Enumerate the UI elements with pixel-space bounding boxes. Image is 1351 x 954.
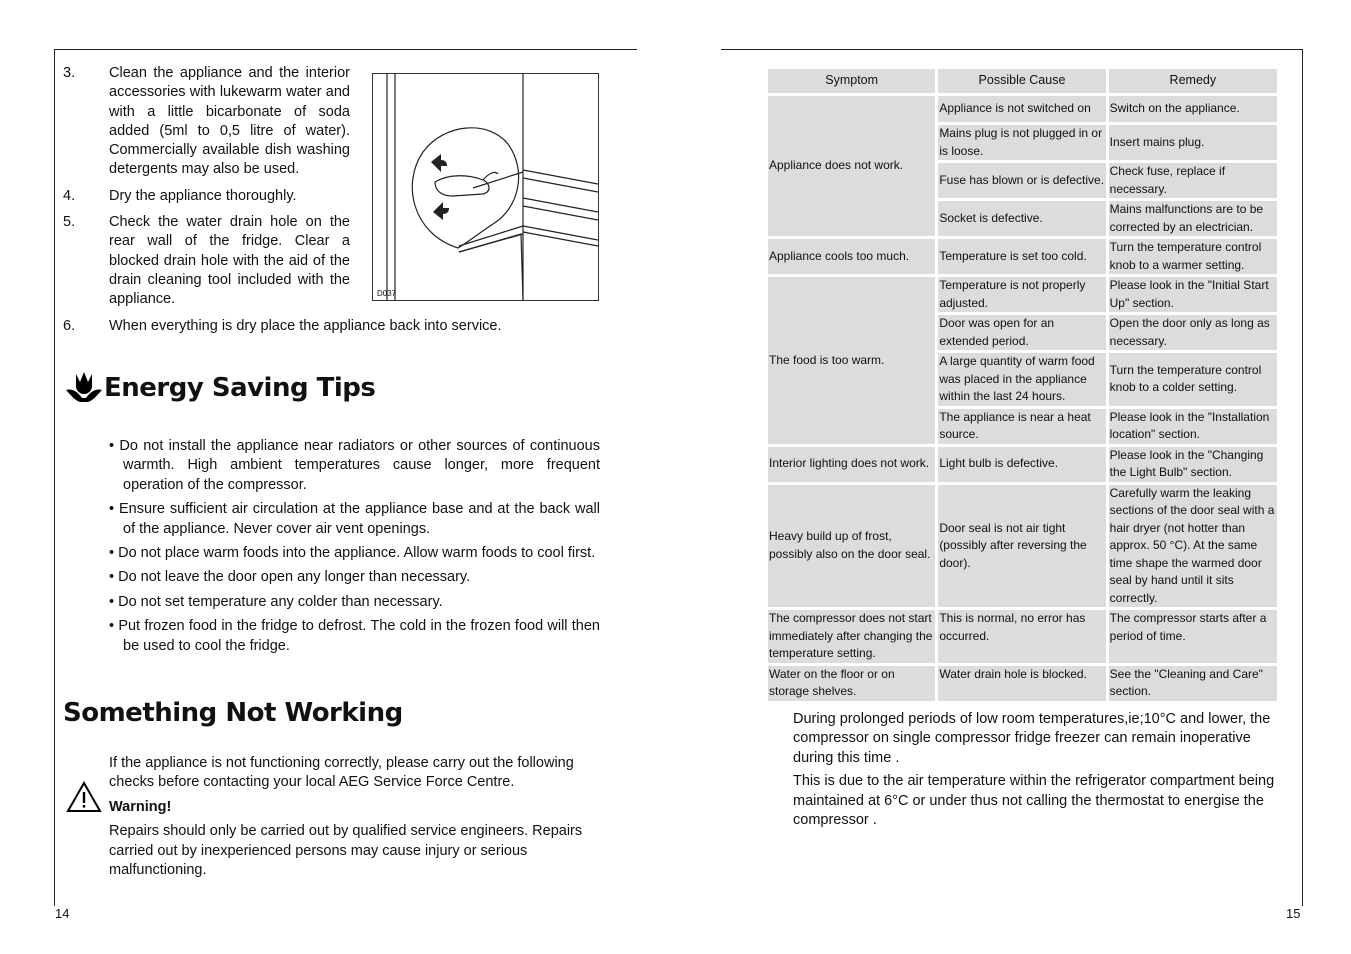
drain-cleaning-illustration (373, 74, 598, 300)
step-number: 6. (63, 317, 76, 334)
remedy-cell: See the "Cleaning and Care" section. (1109, 666, 1277, 701)
cause-cell: Appliance is not switched on (938, 96, 1105, 122)
tip-item: • Put frozen food in the fridge to defrost. The cold in the frozen food will then be used to cool the fridge. (109, 618, 600, 654)
cause-cell: Door seal is not air tight (possibly after reversing the door). (938, 485, 1105, 608)
symptom-cell: Water on the floor or on storage shelves. (768, 666, 935, 701)
tip-item: • Do not install the appliance near radiators or other sources of continuous warmth. High ambient temperatures cause longer, more frequent operation of the compressor. (109, 438, 600, 493)
troubleshooting-table (765, 66, 1280, 704)
right-page-side-rule (1302, 49, 1303, 906)
table-header-row (768, 69, 1277, 93)
cause-cell: Light bulb is defective. (938, 447, 1105, 482)
step-text: Dry the appliance thoroughly. (109, 187, 297, 204)
cause-cell: Temperature is set too cold. (938, 239, 1105, 274)
warning-triangle-icon (66, 781, 102, 813)
step-number: 5. (63, 214, 76, 231)
remedy-cell: Please look in the "Installation location" section. (1109, 409, 1277, 444)
tip-item: • Do not set temperature any colder than necessary. (109, 593, 443, 610)
symptom-cell: Appliance cools too much. (768, 239, 935, 274)
warning-label: Warning! (109, 798, 172, 815)
table-row (768, 96, 1277, 122)
remedy-cell: Mains malfunctions are to be corrected by an electrician. (1109, 201, 1277, 236)
table-row (768, 277, 1277, 312)
energy-tips-list (109, 437, 600, 661)
remedy-cell: Open the door only as long as necessary. (1109, 315, 1277, 350)
step-item (63, 317, 603, 336)
cause-cell: A large quantity of warm food was placed in the appliance within the last 24 hours. (938, 353, 1105, 406)
cause-cell: The appliance is near a heat source. (938, 409, 1105, 444)
table-row (768, 610, 1277, 663)
tip-item: • Do not leave the door open any longer than necessary. (109, 569, 471, 586)
symptom-cell: The food is too warm. (768, 277, 935, 444)
remedy-cell: Carefully warm the leaking sections of the door seal with a hair dryer (not hotter than approx. 50 °C). At the same time shape the warmed door seal by hand until it sits correctly. (1109, 485, 1277, 608)
low-temperature-note (793, 710, 1285, 834)
symptom-cell: The compressor does not start immediately after changing the temperature setting. (768, 610, 935, 663)
cause-cell: Door was open for an extended period. (938, 315, 1105, 350)
left-page-side-rule (54, 49, 55, 906)
step-text: Check the water drain hole on the rear wall of the fridge. Clear a blocked drain hole with the aid of the drain cleaning tool included with the appliance. (109, 214, 350, 308)
remedy-cell: Check fuse, replace if necessary. (1109, 163, 1277, 198)
page-number-left: 14 (55, 906, 70, 921)
column-header: Possible Cause (938, 69, 1105, 93)
symptom-cell: Appliance does not work. (768, 96, 935, 236)
remedy-cell: Please look in the "Changing the Light Bulb" section. (1109, 447, 1277, 482)
remedy-cell: The compressor starts after a period of time. (1109, 610, 1277, 663)
something-not-working-heading: Something Not Working (63, 698, 403, 728)
intro-text: If the appliance is not functioning correctly, please carry out the following checks before contacting your local AEG Service Force Centre. (109, 755, 574, 791)
tip-item: • Ensure sufficient air circulation at the appliance base and at the back wall of the appliance. Never cover air vent openings. (109, 501, 600, 537)
cause-cell: Mains plug is not plugged in or is loose. (938, 125, 1105, 160)
warning-text: Repairs should only be carried out by qualified service engineers. Repairs carried out by inexperienced persons may cause injury or serious malfunctioning. (109, 823, 583, 879)
table-row (768, 447, 1277, 482)
left-page-top-rule (54, 49, 637, 50)
cause-cell: Water drain hole is blocked. (938, 666, 1105, 701)
energy-saving-heading (64, 370, 375, 406)
troubleshooting-intro (109, 754, 600, 885)
remedy-cell: Turn the temperature control knob to a colder setting. (1109, 353, 1277, 406)
symptom-cell: Heavy build up of frost, possibly also on the door seal. (768, 485, 935, 608)
column-header: Symptom (768, 69, 935, 93)
note-paragraph: This is due to the air temperature within the refrigerator compartment being maintained at 6°C or under thus not calling the thermostat to energise the compressor . (793, 773, 1275, 829)
energy-saving-title: Energy Saving Tips (104, 373, 376, 403)
table-row (768, 485, 1277, 608)
cause-cell: Socket is defective. (938, 201, 1105, 236)
step-text: When everything is dry place the appliance back into service. (109, 317, 502, 334)
step-number: 4. (63, 187, 76, 204)
column-header: Remedy (1109, 69, 1277, 93)
table-row (768, 666, 1277, 701)
eco-leaf-icon (64, 370, 104, 406)
note-paragraph: During prolonged periods of low room temperatures,ie;10°C and lower, the compressor on single compressor fridge freezer can remain inoperative during this time . (793, 711, 1271, 766)
step-text: Clean the appliance and the interior accessories with lukewarm water and with a little bicarbonate of soda added (5ml to 0,5 litre of water). Commercially available dish washing detergents may also be used. (109, 65, 350, 178)
cause-cell: Fuse has blown or is defective. (938, 163, 1105, 198)
drain-cleaning-figure (372, 73, 599, 301)
page-number-right: 15 (1286, 906, 1301, 921)
tip-item: • Do not place warm foods into the appliance. Allow warm foods to cool first. (109, 545, 596, 562)
remedy-cell: Switch on the appliance. (1109, 96, 1277, 122)
table-row (768, 239, 1277, 274)
symptom-cell: Interior lighting does not work. (768, 447, 935, 482)
right-page-top-rule (721, 49, 1303, 50)
remedy-cell: Turn the temperature control knob to a warmer setting. (1109, 239, 1277, 274)
figure-code: D037 (377, 289, 397, 298)
remedy-cell: Insert mains plug. (1109, 125, 1277, 160)
remedy-cell: Please look in the "Initial Start Up" section. (1109, 277, 1277, 312)
cause-cell: Temperature is not properly adjusted. (938, 277, 1105, 312)
step-number: 3. (63, 65, 76, 81)
cause-cell: This is normal, no error has occurred. (938, 610, 1105, 663)
